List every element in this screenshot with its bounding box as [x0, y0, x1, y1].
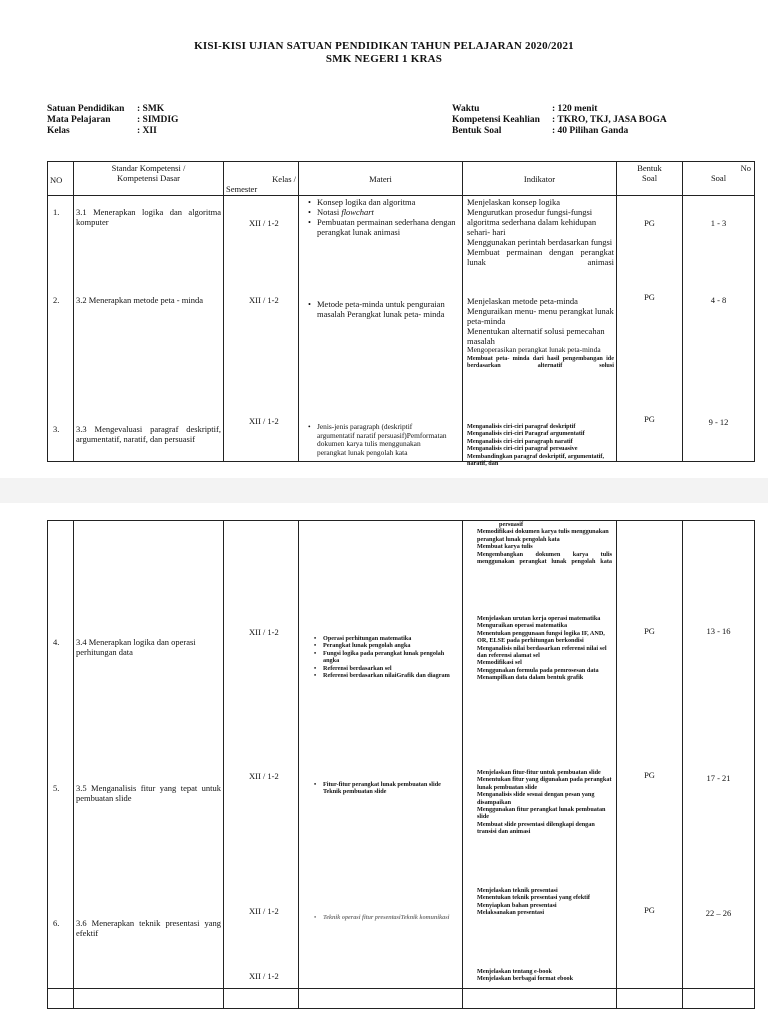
- page-2: [0, 503, 768, 1024]
- indikator-item: Memodifikasi sel: [477, 659, 522, 667]
- bentuk-soal: PG: [644, 218, 655, 228]
- row-no: 2.: [53, 295, 60, 305]
- indikator-item: Membuat slide presentasi dilengkapi dengan transisi dan animasi: [477, 820, 595, 836]
- flowchart-term: flowchart: [341, 207, 374, 217]
- indikator-item: Menjelaskan fitur-fitur untuk pembuatan slide: [477, 769, 601, 776]
- materi-item: • Operasi perhitungan matematika: [323, 635, 456, 642]
- materi-item: • Fungsi logika pada perangkat lunak pengolah angka: [323, 650, 456, 665]
- info-value: : XII: [137, 126, 157, 136]
- indikator-list: [477, 521, 612, 565]
- table-row: [48, 989, 755, 1009]
- indikator-list: [477, 769, 612, 836]
- info-value: : SIMDIG: [137, 115, 179, 125]
- indikator-list: [477, 968, 612, 983]
- indikator-item: Menggunakan perintah berdasarkan fungsi: [467, 237, 613, 247]
- kelas-value: XII / 1-2: [249, 295, 279, 305]
- info-label: Kelas: [47, 126, 70, 136]
- nomor-soal: 17 - 21: [706, 773, 731, 783]
- indikator-item: Menentukan penggunaan fungsi logika IF, AND, OR, ELSE pada perhitungan berkondisi: [477, 629, 605, 645]
- materi-item: • Notasi flowchart: [317, 207, 458, 217]
- kd-text: 3.4 Menerapkan logika dan operasi perhitungan data: [76, 637, 196, 657]
- info-value: : 120 menit: [552, 104, 598, 114]
- header-no: NO: [48, 162, 74, 196]
- info-label: Bentuk Soal: [452, 126, 502, 136]
- indikator-list: [467, 197, 614, 267]
- info-value: : 40 Pilihan Ganda: [552, 126, 629, 136]
- indikator-item: persuasif: [499, 521, 524, 528]
- indikator-item: Melaksanakan presentasi: [477, 909, 545, 917]
- indikator-item: Memodifikasi dokumen karya tulis menggunakan perangkat lunak pengolah kata: [477, 528, 609, 543]
- materi-item: • Jenis-jenis paragraph (deskriptif argumentatif naratif persuasif)Pemformatan dokumen karya tulis menggunakan perangkat lunak pengolah kata: [317, 423, 448, 457]
- kd-text: 3.1 Menerapkan logika dan algoritma komputer: [76, 207, 221, 227]
- indikator-item: Menjelaskan konsep logika: [467, 197, 561, 207]
- indikator-item: Menganalisis ciri-ciri paragraph naratif: [467, 437, 573, 445]
- row-no: 3.: [53, 424, 60, 434]
- page-1: [0, 0, 768, 478]
- indikator-item: Menganalisis ciri-ciri Paragraf argumentatif: [467, 430, 585, 438]
- bentuk-soal: PG: [644, 770, 655, 780]
- indikator-item: Menguraikan operasi matematika: [477, 622, 568, 630]
- materi-list: [307, 299, 448, 319]
- indikator-item: Menganalisis slide sesuai dengan pesan yang disampaikan: [477, 791, 595, 806]
- indikator-list: [477, 887, 612, 917]
- table-row: [48, 521, 755, 989]
- materi-list: [313, 635, 456, 679]
- indikator-item: Menjelaskan berbagai format ebook: [477, 975, 574, 983]
- materi-item: • Metode peta-minda untuk penguraian masalah Perangkat lunak peta- minda: [317, 299, 448, 319]
- materi-item: • Teknik operasi fitur presentasiTeknik komunikasi: [323, 914, 456, 921]
- indikator-item: Menampilkan data dalam bentuk grafik: [477, 674, 584, 682]
- indikator-item: Menganalisis ciri-ciri paragraf persuasive: [467, 445, 578, 453]
- bentuk-soal: PG: [644, 626, 655, 636]
- indikator-item: Membuat karya tulis: [477, 543, 533, 551]
- materi-list: [307, 197, 458, 237]
- nomor-soal: 13 - 16: [706, 626, 731, 636]
- bentuk-soal: PG: [644, 414, 655, 424]
- indikator-item: Menganalisis ciri-ciri paragraf deskriptif: [467, 423, 576, 430]
- indikator-item: Menggunakan fitur perangkat lunak pembuatan slide: [477, 806, 606, 821]
- kd-text: 3.2 Menerapkan metode peta - minda: [76, 295, 203, 305]
- school-name: SMK NEGERI 1 KRAS: [325, 53, 443, 65]
- indikator-item: Menjelaskan metode peta-minda: [467, 296, 578, 306]
- kd-text: 3.5 Menganalisis fitur yang tepat untuk pembuatan slide: [76, 783, 221, 803]
- info-label: Waktu: [452, 104, 480, 114]
- row-no: 4.: [53, 637, 60, 647]
- header-nosoal: No Soal: [683, 162, 755, 196]
- indikator-item: Mengurutkan prosedur fungsi-fungsi algoritma sederhana dalam kehidupan sehari- hari: [467, 207, 597, 237]
- indikator-item: Membuat permainan dengan perangkat lunak animasi: [467, 247, 614, 267]
- header-materi: Materi: [299, 162, 463, 196]
- bentuk-soal: PG: [644, 905, 655, 915]
- indikator-list: [477, 615, 612, 682]
- materi-list: [313, 781, 456, 796]
- header-indikator: Indikator: [463, 162, 617, 196]
- materi-list: [307, 423, 448, 457]
- nomor-soal: 1 - 3: [710, 218, 727, 228]
- info-value: : TKRO, TKJ, JASA BOGA: [552, 115, 667, 125]
- row-no: 1.: [53, 207, 60, 217]
- info-label: Satuan Pendidikan: [47, 104, 125, 114]
- header-kelas: Kelas / Semester: [224, 162, 299, 196]
- kelas-value: XII / 1-2: [249, 906, 279, 916]
- materi-item: • Konsep logika dan algoritma: [317, 197, 458, 207]
- nomor-soal: 4 - 8: [710, 295, 727, 305]
- kisi-kisi-table-1: [47, 161, 755, 468]
- indikator-item: Membuat peta- minda dari hasil pengembangan ide berdasarkan alternatif solusi: [467, 354, 614, 369]
- kd-text: 3.6 Menerapkan teknik presentasi yang efektif: [76, 918, 221, 938]
- kisi-kisi-table-2: [47, 520, 755, 1009]
- nomor-soal: 9 - 12: [708, 417, 729, 427]
- nomor-soal: 22 – 26: [705, 908, 732, 918]
- info-value: : SMK: [137, 104, 165, 114]
- info-right: [452, 104, 667, 137]
- kelas-value: XII / 1-2: [249, 971, 279, 981]
- kelas-value: XII / 1-2: [249, 627, 279, 637]
- indikator-item: Menganalisis nilai berdasarkan referensi nilai sel dan referensi alamat sel: [477, 644, 607, 660]
- info-label: Mata Pelajaran: [47, 115, 111, 125]
- header-standar: Standar Kompetensi / Kompetensi Dasar: [74, 162, 224, 196]
- info-label: Kompetensi Keahlian: [452, 115, 540, 125]
- kd-text: 3.3 Mengevaluasi paragraf deskriptif, argumentatif, naratif, dan persuasif: [76, 424, 221, 444]
- indikator-item: Membandingkan paragraf deskriptif, argumentatif, naratif, dan: [467, 452, 604, 468]
- info-left: [47, 104, 178, 137]
- indikator-item: Menentukan alternatif solusi pemecahan masalah: [467, 326, 605, 346]
- indikator-item: Menggunakan formula pada pemrosesan data: [477, 666, 599, 674]
- header-bentuk: Bentuk Soal: [617, 162, 683, 196]
- indikator-item: Menjelaskan urutan kerja operasi matematika: [477, 615, 601, 622]
- indikator-item: Mengoperasikan perangkat lunak peta-minda: [467, 345, 601, 354]
- materi-item: • Fitur-fitur perangkat lunak pembuatan slide Teknik pembuatan slide: [323, 781, 456, 796]
- materi-item: • Referensi berdasarkan nilaiGrafik dan diagram: [323, 672, 456, 679]
- table-header-row: [48, 162, 755, 196]
- table-row: [48, 196, 755, 462]
- indikator-list: [467, 296, 614, 369]
- materi-item: • Referensi berdasarkan sel: [323, 665, 456, 672]
- materi-item: • Perangkat lunak pengolah angka: [323, 642, 456, 649]
- kelas-value: XII / 1-2: [249, 218, 279, 228]
- document-title: KISI-KISI UJIAN SATUAN PENDIDIKAN TAHUN PELAJARAN 2020/2021: [194, 40, 574, 52]
- indikator-item: Menyiapkan bahan presentasi: [477, 901, 557, 909]
- bentuk-soal: PG: [644, 292, 655, 302]
- materi-item: • Pembuatan permainan sederhana dengan perangkat lunak animasi: [317, 217, 458, 237]
- indikator-item: Menguraikan menu- menu perangkat lunak peta-minda: [467, 306, 614, 326]
- indikator-list: [467, 423, 614, 467]
- indikator-item: Menjelaskan teknik presentasi: [477, 887, 558, 894]
- indikator-item: Menentukan teknik presentasi yang efektif: [477, 894, 590, 902]
- row-no: 6.: [53, 918, 60, 928]
- row-no: 5.: [53, 783, 60, 793]
- kelas-value: XII / 1-2: [249, 416, 279, 426]
- indikator-item: Mengembangkan dokumen karya tulis menggunakan perangkat lunak pengolah kata: [477, 550, 612, 566]
- indikator-item: Menentukan fitur yang digunakan pada perangkat lunak pembuatan slide: [477, 776, 612, 791]
- materi-list: [313, 914, 456, 921]
- kelas-value: XII / 1-2: [249, 771, 279, 781]
- indikator-item: Menjelaskan tentang e-book: [477, 968, 552, 975]
